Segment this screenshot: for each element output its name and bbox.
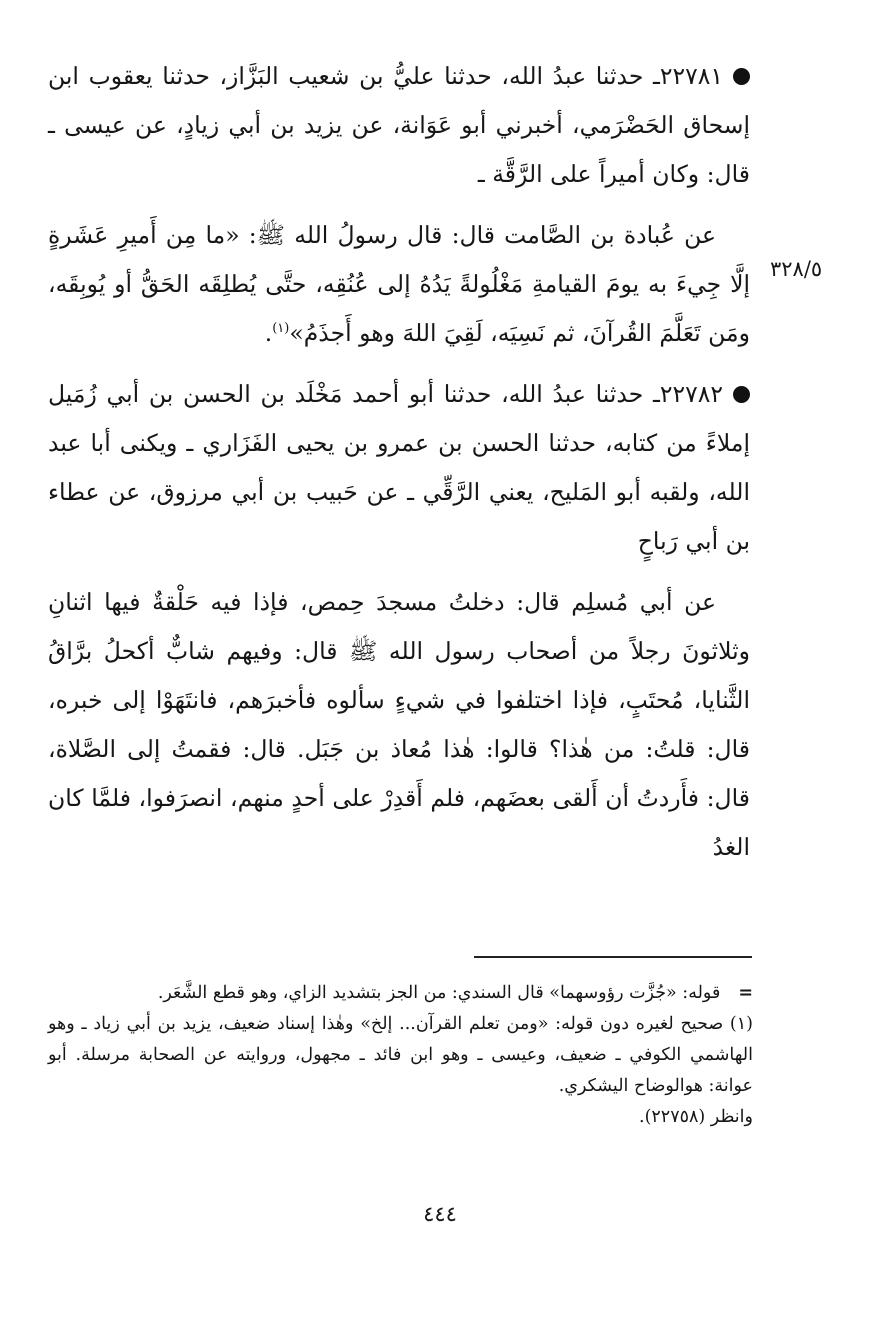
- footnote-ref-1: (١): [272, 321, 290, 337]
- bullet-icon: [733, 68, 750, 85]
- main-text: [48, 52, 750, 872]
- bullet-icon: [733, 386, 750, 403]
- volume-page-reference: ٣٢٨/٥: [770, 257, 823, 281]
- footnote-1: (١) صحيح لغيره دون قوله: «ومن تعلم القرآن... إلخ» وهٰذا إسناد ضعيف، يزيد بن أبي زياد ـ وهو الهاشمي الكوفي ـ ضعيف، وعيسى ـ وهو ابن فائد ـ مجهول، وروايته عن الصحابة مرسلة. أبو عوانة: هوالوضاح اليشكري.: [48, 1014, 753, 1096]
- hadith-22781-body: عن عُبادة بن الصَّامت قال: قال رسولُ الله ﷺ: «ما مِن أَميرِ عَشَرةٍ إلَّا جِيءَ به يومَ القيامةِ مَغْلُولةً يَدُهُ إلى عُنُقِه، حتَّى يُطلِقَه الحَقُّ أو يُوبِقَه، ومَن تَعَلَّمَ القُرآنَ، ثم نَسِيَه، لَقِيَ اللهَ وهو أَجذَمُ»: [48, 221, 750, 347]
- hadith-22781-end: .: [264, 319, 273, 347]
- hadith-22782-chain-text: ٢٢٧٨٢ـ حدثنا عبدُ الله، حدثنا أبو أحمد مَخْلَد بن الحسن بن أبي زُمَيل إملاءً من كتابه، حدثنا الحسن بن عمرو بن يحيى الفَزَاري ـ ويكنى أبا عبد الله، ولقبه أبو المَليح، يعني الرَّقِّي ـ عن حَبيب بن أبي مرزوق، عن عطاء بن أبي رَباحٍ: [48, 380, 750, 555]
- hadith-22782-text: [48, 578, 750, 872]
- hadith-22781-text: [48, 211, 750, 358]
- footnote-continuation-text: قوله: «جُزَّت رؤوسهما» قال السندي: من الجز بتشديد الزاي، وهو قطع الشَّعَر.: [157, 983, 721, 1003]
- continuation-mark: =: [738, 983, 753, 1003]
- footnote-divider: [474, 956, 752, 958]
- hadith-22781-chain: [48, 52, 750, 199]
- page-number: ٤٤٤: [423, 1202, 457, 1226]
- hadith-22782-body: عن أبي مُسلِم قال: دخلتُ مسجدَ حِمص، فإذا فيه حَلْقةٌ فيها اثنانِ وثلاثونَ رجلاً من أصحاب رسول الله ﷺ قال: وفيهم شابٌّ أكحلُ برَّاقُ الثَّنايا، مُحتَبٍ، فإذا اختلفوا في شيءٍ سألوه فأخبرَهم، فانتَهَوْا إلى خبره، قال: قلتُ: من هٰذا؟ قالوا: هٰذا مُعاذ بن جَبَل. قال: فقمتُ إلى الصَّلاة، قال: فأَردتُ أن أَلقى بعضَهم، فلم أَقدِرْ على أحدٍ منهم، انصرَفوا، فلمَّا كان الغدُ: [48, 588, 750, 861]
- hadith-22782-chain: [48, 370, 750, 566]
- footnotes: [48, 978, 753, 1133]
- footnote-see-also: وانظر (٢٢٧٥٨).: [639, 1107, 753, 1127]
- footnote-continuation: [48, 978, 753, 1009]
- hadith-22781-chain-text: ٢٢٧٨١ـ حدثنا عبدُ الله، حدثنا عليُّ بن شعيب البَزَّاز، حدثنا يعقوب ابن إسحاق الحَضْرَمي، أخبرني أبو عَوَانة، عن يزيد بن أبي زيادٍ، عن عيسى ـ قال: وكان أميراً على الرَّقَّة ـ: [48, 62, 750, 188]
